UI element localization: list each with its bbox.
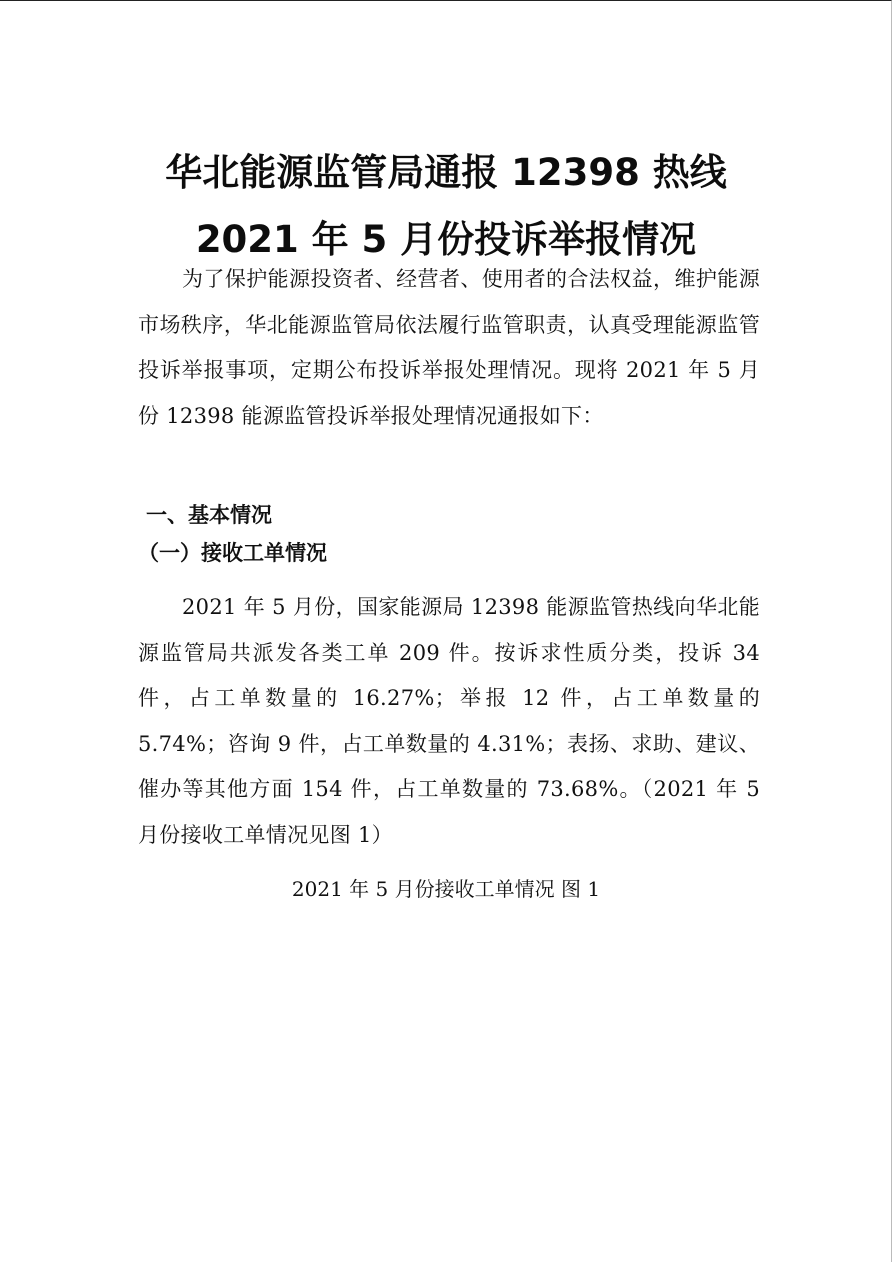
section-heading-basic-situation: 一、基本情况	[146, 503, 272, 527]
work-orders-paragraph: 2021 年 5 月份，国家能源局 12398 能源监管热线向华北能源监管局共派发各类工单 209 件。按诉求性质分类，投诉 34 件，占工单数量的 16.27%；举报 12 件，占工单数量的 5.74%；咨询 9 件，占工单数量的 4.31%；表扬、求助、建议、催办等其他方面 154 件，占工单数量的 73.68%。（2021 年 5 月份接收工单情况见图 1）	[138, 595, 760, 847]
document-title-line2: 2021 年 5 月份投诉举报情况	[195, 217, 697, 261]
intro-paragraph: 为了保护能源投资者、经营者、使用者的合法权益，维护能源市场秩序，华北能源监管局依法履行监管职责，认真受理能源监管投诉举报事项，定期公布投诉举报处理情况。现将 2021 年 5 月份 12398 能源监管投诉举报处理情况通报如下：	[138, 267, 760, 428]
figure-caption: 2021 年 5 月份接收工单情况 图 1	[291, 877, 601, 901]
document-title-line1: 华北能源监管局通报 12398 热线	[165, 150, 727, 194]
subsection-heading-work-orders: （一）接收工单情况	[138, 540, 327, 565]
